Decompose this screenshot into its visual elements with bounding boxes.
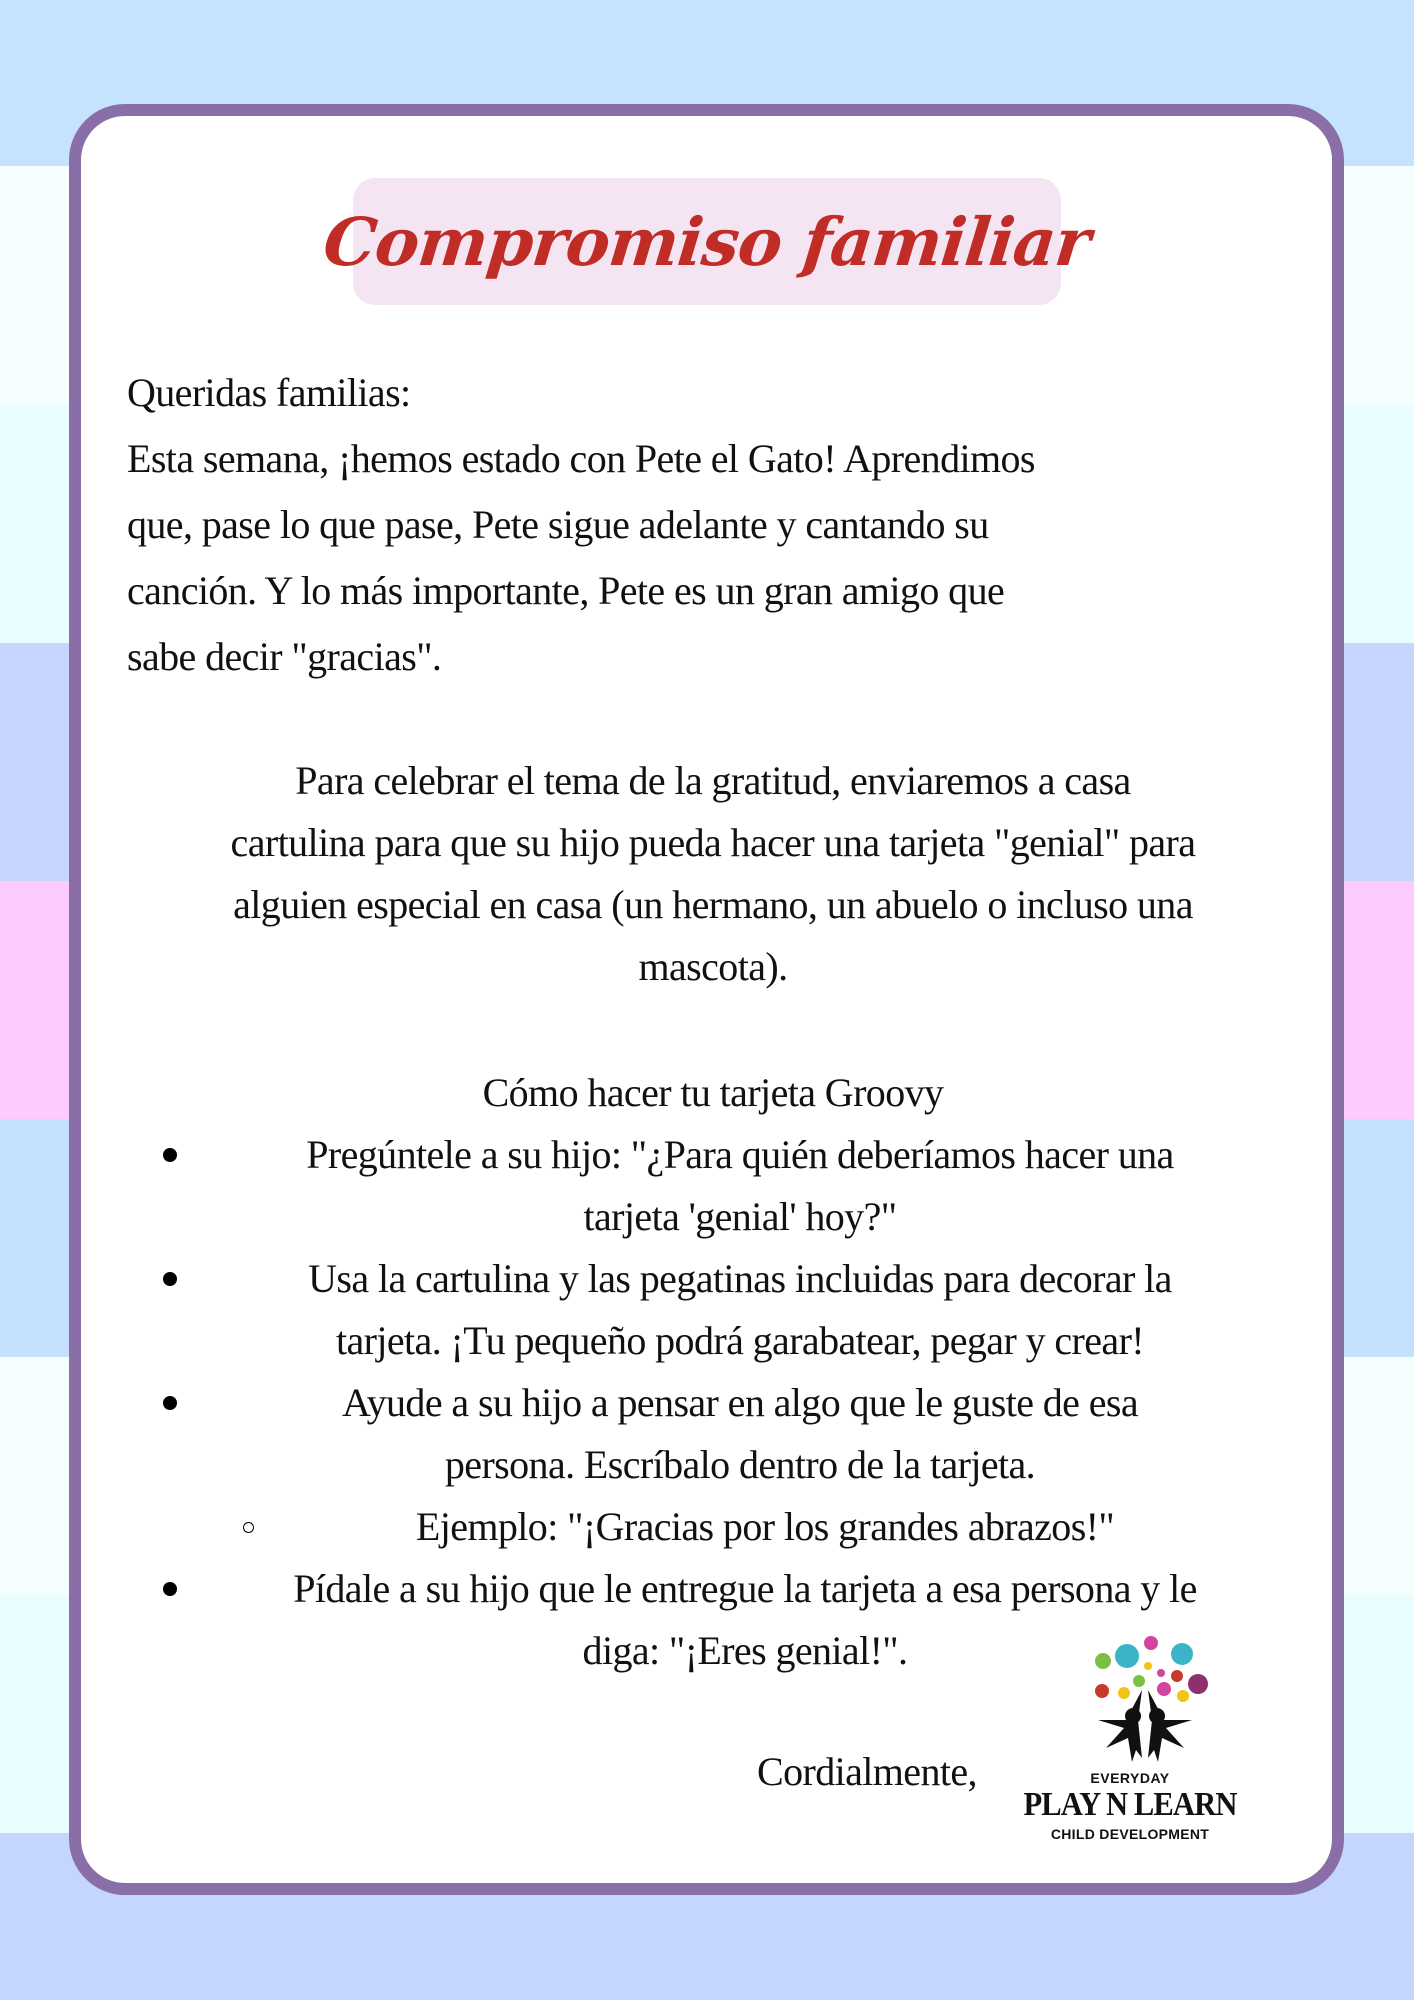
paragraph-line: alguien especial en casa (un hermano, un abuelo o incluso una — [233, 882, 1193, 927]
list-item-line: Pregúntele a su hijo: "¿Para quién deberíamos hacer una — [306, 1132, 1174, 1177]
hollow-bullet-icon — [238, 1496, 258, 1558]
paragraph-line: Para celebrar el tema de la gratitud, enviaremos a casa — [295, 758, 1131, 803]
bullet-icon — [160, 1124, 180, 1186]
intro-line: canción. Y lo más importante, Pete es un gran amigo que — [127, 568, 1005, 613]
page-title: Compromiso familiar — [320, 202, 1094, 281]
list-item-line: tarjeta. ¡Tu pequeño podrá garabatear, pegar y crear! — [335, 1318, 1145, 1363]
bullet-icon — [160, 1372, 180, 1434]
logo-text-tagline: CHILD DEVELOPMENT — [1050, 1826, 1210, 1842]
logo-text-everyday: EVERYDAY — [1090, 1770, 1170, 1786]
list-item-line: Usa la cartulina y las pegatinas incluidas para decorar la — [308, 1256, 1172, 1301]
list-item — [140, 1124, 1310, 1248]
list-item-line: tarjeta 'genial' hoy?" — [583, 1194, 897, 1239]
list-item-line: Pídale a su hijo que le entregue la tarjeta a esa persona y le — [293, 1566, 1197, 1611]
logo-text-brand: PLAY N LEARN — [1023, 1786, 1237, 1823]
list-item-line: Ayude a su hijo a pensar en algo que le guste de esa — [342, 1380, 1138, 1425]
howto-list — [140, 1124, 1310, 1682]
list-item — [140, 1372, 1310, 1496]
intro-line: Esta semana, ¡hemos estado con Pete el Gato! Aprendimos — [127, 436, 1035, 481]
list-item-line: diga: "¡Eres genial!". — [582, 1628, 908, 1673]
paragraph-line: cartulina para que su hijo pueda hacer una tarjeta "genial" para — [230, 820, 1196, 865]
list-item — [140, 1248, 1310, 1372]
list-item-line: persona. Escríbalo dentro de la tarjeta. — [444, 1442, 1036, 1487]
signoff: Cordialmente, — [757, 1749, 977, 1794]
play-n-learn-logo — [1010, 1628, 1250, 1848]
bullet-icon — [160, 1558, 180, 1620]
title-banner — [320, 178, 1094, 305]
sub-list-item — [140, 1496, 1310, 1558]
bullet-icon — [160, 1248, 180, 1310]
list-item-line: Ejemplo: "¡Gracias por los grandes abrazos!" — [415, 1504, 1115, 1549]
intro-line: sabe decir "gracias". — [127, 634, 442, 679]
intro-line: que, pase lo que pase, Pete sigue adelante y cantando su — [127, 502, 989, 547]
intro-paragraph — [127, 360, 1035, 690]
howto-heading: Cómo hacer tu tarjeta Groovy — [482, 1070, 944, 1115]
logo-children-dots-icon — [1010, 1628, 1250, 1768]
greeting: Queridas familias: — [127, 370, 411, 415]
gratitude-paragraph — [118, 750, 1308, 998]
paragraph-line: mascota). — [638, 944, 788, 989]
